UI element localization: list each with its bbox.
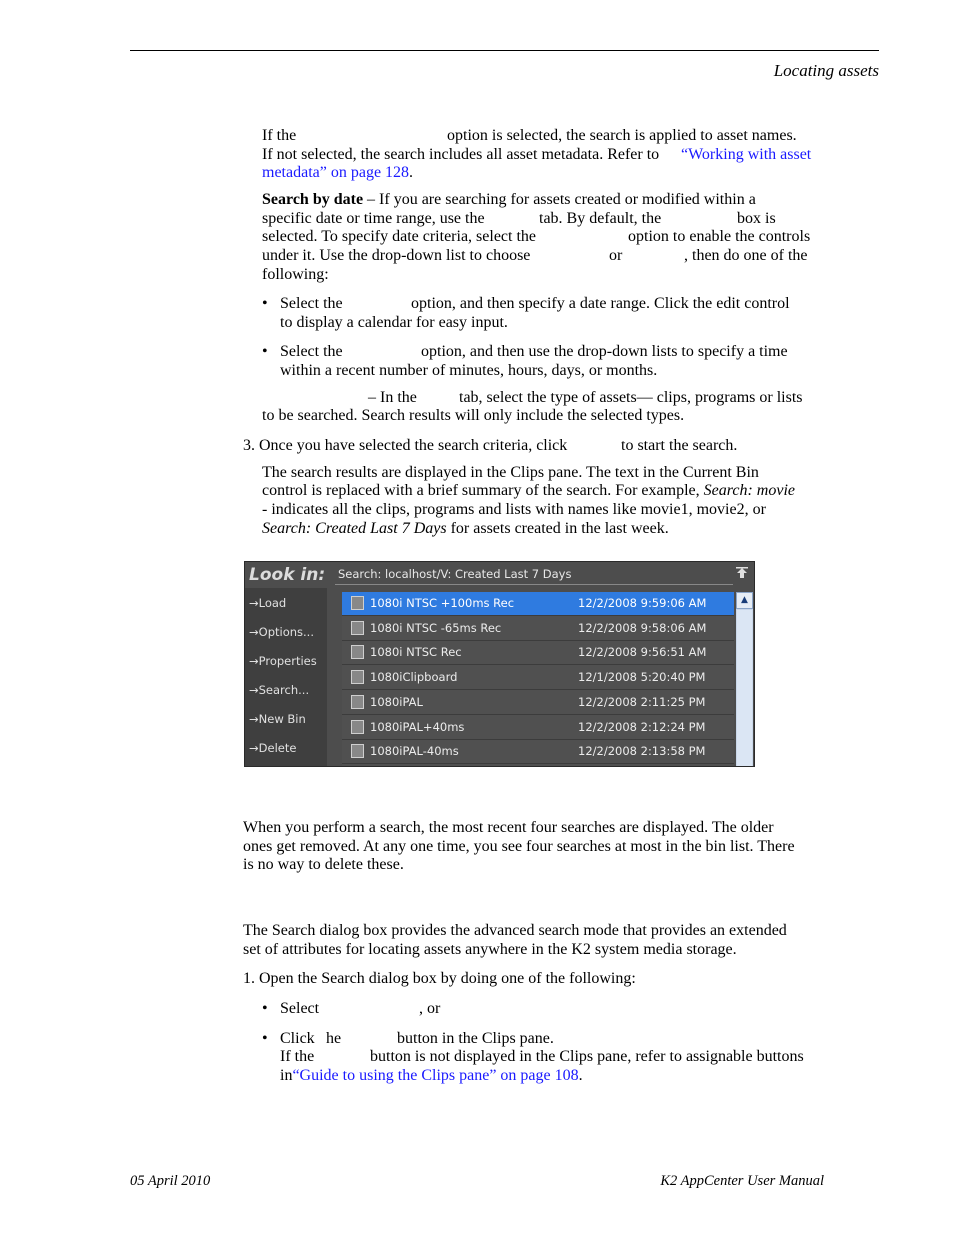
sidebar-new-bin-button[interactable]: →New Bin [249, 712, 306, 726]
link-guide-to-clips-pane[interactable]: “Guide to using the Clips pane” on page 108 [292, 1067, 579, 1084]
footer-manual-title: K2 AppCenter User Manual [660, 1173, 824, 1189]
link-working-with-asset-metadata[interactable]: “Working with asset [681, 146, 812, 163]
para-text: control is replaced with a brief summary of the search. For example, [262, 482, 700, 499]
para-line: to be searched. Search results will only include the selected types. [262, 407, 685, 424]
clips-pane-screenshot [244, 561, 755, 767]
table-row[interactable] [342, 641, 734, 665]
para-line: When you perform a search, the most recent four searches are displayed. The older [243, 819, 774, 836]
bullet-marker: • [262, 295, 268, 312]
bullet-text: Click [280, 1030, 315, 1047]
para-text: for assets created in the last week. [450, 520, 669, 537]
clip-icon [351, 670, 364, 684]
clip-name: 1080i NTSC +100ms Rec [370, 596, 515, 610]
para-text: . [409, 164, 414, 181]
clip-icon [351, 720, 364, 734]
para-line: set of attributes for locating assets anywhere in the K2 system media storage. [243, 941, 737, 958]
clip-icon [351, 645, 364, 659]
para-line: If the [262, 127, 297, 144]
header-rule [130, 50, 879, 51]
up-arrow-icon[interactable] [735, 566, 749, 580]
para-line: option to enable the controls [628, 228, 811, 245]
bullet-text: option, and then use the drop-down lists to specify a time [421, 343, 788, 360]
table-row[interactable] [342, 592, 734, 616]
para-line: following: [262, 266, 329, 283]
table-row[interactable] [342, 617, 734, 641]
para-line: under it. Use the drop-down list to choose [262, 247, 531, 264]
para-line: is no way to delete these. [243, 856, 404, 873]
bullet-text: within a recent number of minutes, hours, days, or months. [280, 362, 658, 379]
bullet-text: , or [419, 1000, 441, 1017]
clip-date: 12/2/2008 9:59:06 AM [578, 596, 707, 610]
table-row[interactable] [342, 716, 734, 740]
table-row[interactable] [342, 691, 734, 715]
step-1: 1. Open the Search dialog box by doing one of the following: [243, 970, 636, 987]
scroll-up-icon[interactable]: ▲ [736, 592, 753, 609]
bullet-text: option, and then specify a date range. Click the edit control [411, 295, 790, 312]
clip-date: 12/1/2008 5:20:40 PM [578, 670, 706, 685]
bullet-text: . [578, 1067, 583, 1084]
current-bin-field[interactable]: Search: localhost/V: Created Last 7 Days [335, 564, 733, 585]
para-text: – If you are searching for assets created or modified within a [367, 191, 756, 208]
bullet-text: to display a calendar for easy input. [280, 314, 508, 331]
clip-icon [351, 695, 364, 709]
sidebar-delete-button[interactable]: →Delete [249, 741, 297, 755]
sidebar-properties-button[interactable]: →Properties [249, 654, 317, 668]
bullet-text: Select [280, 1000, 320, 1017]
sidebar [245, 588, 327, 766]
clip-date: 12/2/2008 9:56:51 AM [578, 645, 707, 660]
clip-date: 12/2/2008 2:12:24 PM [578, 719, 706, 734]
para-line: The Search dialog box provides the advanced search mode that provides an extended [243, 922, 787, 939]
bullet-marker: • [262, 1000, 268, 1017]
scrollbar[interactable] [736, 592, 753, 767]
clip-name: 1080iPAL+40ms [370, 719, 465, 734]
sidebar-load-button[interactable]: →Load [249, 596, 287, 610]
para-line: box is [737, 210, 776, 227]
look-in-label: Look in: [249, 565, 326, 585]
sidebar-options-button[interactable]: →Options... [249, 625, 314, 639]
step-3-cont: to start the search. [621, 437, 738, 454]
bullet-text: Select the [280, 295, 343, 312]
table-row[interactable] [342, 666, 734, 690]
bullet-marker: • [262, 1030, 268, 1047]
para-line: tab. By default, the [539, 210, 662, 227]
para-line: option is selected, the search is applied to asset names. [447, 127, 797, 144]
para-line: , then do one of the [684, 247, 808, 264]
para-line: selected. To specify date criteria, select the [262, 228, 537, 245]
bullet-text: If the [280, 1048, 315, 1065]
para-line: The search results are displayed in the Clips pane. The text in the Current Bin [262, 464, 759, 481]
para-line: ones get removed. At any one time, you see four searches at most in the bin list. There [243, 838, 795, 855]
step-3: 3. Once you have selected the search criteria, click [243, 437, 568, 454]
bullet-marker: • [262, 343, 268, 360]
clip-icon [351, 596, 364, 610]
clip-name: 1080iPAL-40ms [370, 744, 459, 759]
footer-date: 05 April 2010 [130, 1173, 211, 1189]
section-title: Locating assets [773, 61, 879, 80]
para-line: - indicates all the clips, programs and lists with names like movie1, movie2, or [262, 501, 766, 518]
search-by-date-heading: Search by date [262, 191, 364, 208]
para-line: If not selected, the search includes all asset metadata. Refer to [262, 146, 660, 163]
bullet-text: Select the [280, 343, 343, 360]
bullet-text: he [326, 1030, 342, 1047]
clip-name: 1080i NTSC -65ms Rec [370, 620, 502, 635]
clip-date: 12/2/2008 2:13:58 PM [578, 744, 706, 759]
clip-list [342, 592, 734, 767]
scroll-thumb[interactable] [737, 610, 752, 767]
para-line: tab, select the type of assets— clips, programs or lists [459, 389, 803, 406]
clip-name: 1080iClipboard [370, 670, 458, 685]
para-line: – In the [368, 389, 417, 406]
table-row[interactable] [342, 740, 734, 764]
bullet-text: button in the Clips pane. [397, 1030, 554, 1047]
search-example: Search: movie [703, 482, 795, 499]
bullet-text: button is not displayed in the Clips pane, refer to assignable buttons [370, 1048, 804, 1065]
search-example: Search: Created Last 7 Days [262, 520, 447, 537]
bullet-text: in [280, 1067, 293, 1084]
para-line: specific date or time range, use the [262, 210, 485, 227]
para-line: or [609, 247, 623, 264]
clip-name: 1080iPAL [370, 694, 423, 709]
clip-name: 1080i NTSC Rec [370, 645, 462, 660]
clip-date: 12/2/2008 9:58:06 AM [578, 620, 707, 635]
clip-date: 12/2/2008 2:11:25 PM [578, 694, 706, 709]
link-working-with-asset-metadata-cont[interactable]: metadata” on page 128 [262, 164, 410, 181]
clip-icon [351, 744, 364, 758]
clip-icon [351, 621, 364, 635]
sidebar-search-button[interactable]: →Search... [249, 683, 310, 697]
